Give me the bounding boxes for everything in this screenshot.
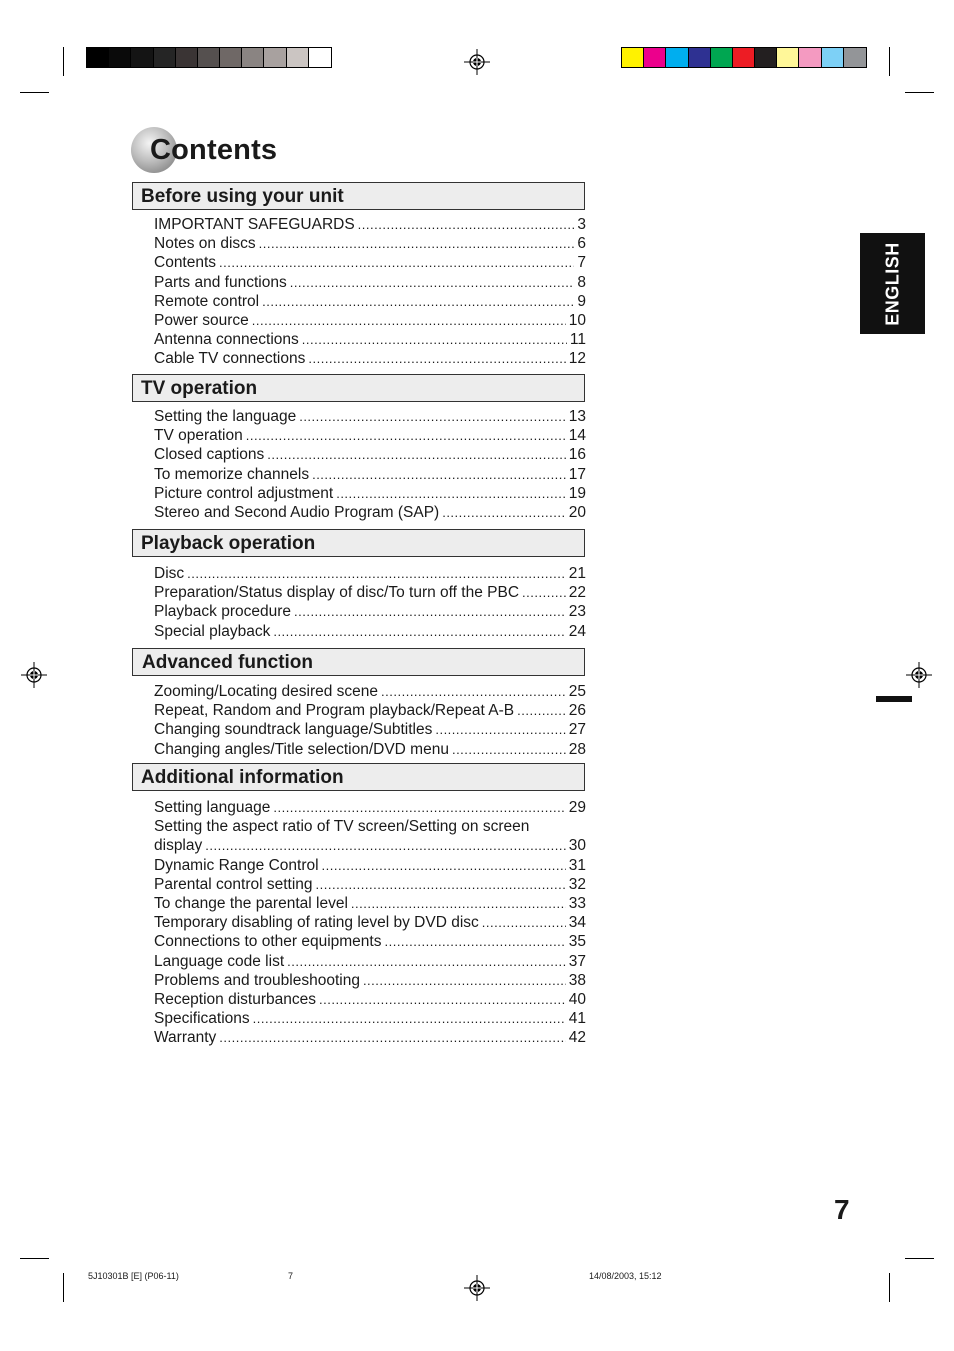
calibration-swatch [711, 48, 733, 67]
toc-leader-dots [253, 1009, 566, 1028]
toc-entry-page: 23 [568, 603, 586, 621]
crop-mark [889, 1273, 890, 1302]
toc-leader-dots [302, 330, 567, 349]
toc-entry-title: Setting the aspect ratio of TV screen/Setting on screen [154, 818, 530, 836]
toc-entry-title: Parental control setting [154, 875, 313, 893]
toc-entry-title: Remote control [154, 292, 260, 310]
toc-entry [154, 701, 586, 720]
registration-mark-icon [21, 662, 47, 688]
calibration-swatch [777, 48, 799, 67]
toc-entry-page: 14 [568, 427, 586, 445]
toc-entry [154, 445, 586, 464]
toc-entry-title: Warranty [154, 1029, 217, 1047]
toc-entry-page: 29 [568, 799, 586, 816]
toc-entry-page: 11 [569, 331, 586, 349]
toc-leader-dots [517, 701, 566, 720]
toc-entry-page: 21 [568, 565, 586, 582]
toc-entry-page: 10 [568, 311, 586, 329]
calibration-swatch [287, 48, 309, 67]
toc-leader-dots [381, 682, 566, 701]
toc-entry [154, 990, 586, 1009]
page-number: 7 [834, 1194, 850, 1225]
toc-entry-title: Changing angles/Title selection/DVD menu [154, 740, 449, 758]
toc-entry-page: 30 [568, 837, 586, 855]
toc-entry-title: Playback procedure [154, 603, 291, 621]
toc-entry-title: Repeat, Random and Program playback/Repeat A-B [154, 702, 515, 720]
toc-entry-page: 37 [568, 952, 586, 970]
toc-entry [154, 894, 586, 913]
registration-mark-icon [906, 662, 932, 688]
toc-entry-title: Language code list [154, 952, 285, 970]
toc-entry [154, 292, 586, 311]
toc-leader-dots [273, 798, 565, 817]
calibration-swatch [822, 48, 844, 67]
toc-entry-page: 28 [568, 740, 586, 758]
toc-leader-dots [187, 564, 566, 583]
section-heading-advanced-function: Advanced function [132, 648, 585, 676]
toc-entry-page: 12 [568, 350, 586, 368]
calibration-swatch [131, 48, 153, 67]
calibration-swatch [154, 48, 176, 67]
calibration-swatch [644, 48, 666, 67]
toc-entry-page: 35 [568, 933, 586, 951]
calibration-swatch [622, 48, 644, 67]
toc-entry-title: Special playback [154, 622, 271, 640]
toc-entry-title: Specifications [154, 1010, 250, 1028]
toc-entry-title: Cable TV connections [154, 350, 306, 368]
toc-entry-page: 16 [568, 446, 586, 464]
language-tab: ENGLISH [860, 233, 925, 334]
toc-list-tv-operation [154, 407, 586, 522]
toc-leader-dots [312, 465, 566, 484]
toc-entry [154, 1009, 586, 1028]
toc-entry-page: 7 [577, 254, 586, 272]
grayscale-calibration-bar [86, 47, 332, 68]
toc-leader-dots [246, 426, 566, 445]
calibration-swatch [733, 48, 755, 67]
toc-leader-dots [219, 1028, 565, 1047]
toc-entry-page: 3 [577, 216, 586, 233]
toc-entry [154, 682, 586, 701]
toc-entry-title: TV operation [154, 427, 243, 445]
toc-entry-page [583, 817, 586, 836]
toc-list-before-using [154, 215, 586, 369]
toc-leader-dots [358, 215, 575, 234]
calibration-swatch [264, 48, 286, 67]
calibration-swatch [176, 48, 198, 67]
crop-mark [63, 1273, 64, 1302]
toc-entry-title: Notes on discs [154, 235, 256, 253]
toc-entry-page: 13 [568, 408, 586, 425]
toc-entry [154, 234, 586, 253]
toc-entry [154, 583, 586, 602]
toc-entry [154, 349, 586, 368]
toc-entry [154, 971, 586, 990]
calibration-swatch [87, 48, 109, 67]
toc-entry [154, 407, 586, 426]
toc-entry [154, 856, 586, 875]
toc-entry-title: Connections to other equipments [154, 933, 382, 951]
section-heading-playback-operation: Playback operation [132, 529, 585, 557]
page-title: Contents [150, 134, 278, 166]
crop-mark [905, 1258, 934, 1259]
color-calibration-bar [621, 47, 867, 68]
toc-leader-dots [299, 407, 566, 426]
toc-list-playback-operation [154, 564, 586, 641]
toc-entry [154, 720, 586, 739]
calibration-swatch [309, 48, 331, 67]
calibration-swatch [689, 48, 711, 67]
toc-entry [154, 836, 586, 855]
toc-entry-page: 33 [568, 894, 586, 912]
crop-mark [20, 1258, 49, 1259]
toc-entry-title: Closed captions [154, 446, 265, 464]
toc-entry-title: To memorize channels [154, 465, 310, 483]
toc-entry-page: 40 [568, 990, 586, 1008]
toc-entry-page: 26 [568, 702, 586, 720]
toc-entry [154, 913, 586, 932]
toc-entry-title: Setting the language [154, 408, 297, 425]
toc-entry-page: 41 [568, 1010, 586, 1028]
toc-entry-title: Antenna connections [154, 331, 299, 349]
toc-entry-title: Picture control adjustment [154, 484, 334, 502]
toc-leader-dots [442, 503, 566, 522]
toc-entry [154, 215, 586, 234]
toc-entry-page: 34 [568, 914, 586, 932]
toc-entry [154, 932, 586, 951]
toc-entry [154, 1028, 586, 1047]
calibration-swatch [755, 48, 777, 67]
toc-leader-dots [482, 913, 566, 932]
toc-entry-title: Disc [154, 565, 185, 582]
toc-entry-title: Changing soundtrack language/Subtitles [154, 721, 433, 739]
toc-leader-dots [205, 836, 566, 855]
toc-leader-dots [287, 952, 566, 971]
toc-entry-title: Preparation/Status display of disc/To turn off the PBC [154, 584, 520, 602]
toc-entry [154, 330, 586, 349]
toc-entry-page: 8 [577, 273, 586, 291]
registration-mark-icon [464, 49, 490, 75]
toc-entry-title: Setting language [154, 799, 271, 816]
toc-leader-dots [522, 583, 566, 602]
toc-leader-dots [435, 720, 565, 739]
toc-list-advanced-function [154, 682, 586, 759]
toc-entry-page: 17 [568, 465, 586, 483]
toc-leader-dots [259, 234, 575, 253]
toc-entry-title: Contents [154, 254, 217, 272]
toc-entry-page: 31 [568, 856, 586, 874]
crop-mark [20, 92, 49, 93]
toc-entry-page: 32 [568, 875, 586, 893]
toc-entry [154, 465, 586, 484]
toc-entry-page: 42 [568, 1029, 586, 1047]
toc-entry-page: 22 [568, 584, 586, 602]
calibration-swatch [666, 48, 688, 67]
toc-entry [154, 875, 586, 894]
toc-leader-dots [452, 740, 566, 759]
crop-mark [63, 47, 64, 76]
crop-mark [905, 92, 934, 93]
toc-entry-title: IMPORTANT SAFEGUARDS [154, 216, 355, 233]
calibration-swatch [844, 48, 866, 67]
toc-entry [154, 426, 586, 445]
toc-leader-dots [273, 622, 565, 641]
crop-mark [889, 47, 890, 76]
calibration-swatch [220, 48, 242, 67]
toc-leader-dots [316, 875, 566, 894]
toc-leader-dots [219, 253, 574, 272]
toc-leader-dots [319, 990, 566, 1009]
calibration-swatch [198, 48, 220, 67]
toc-leader-dots [252, 311, 566, 330]
toc-entry [154, 253, 586, 272]
toc-entry [154, 564, 586, 583]
registration-mark-icon [464, 1275, 490, 1301]
toc-entry-title: Stereo and Second Audio Program (SAP) [154, 503, 440, 521]
toc-entry [154, 503, 586, 522]
toc-entry-page: 20 [568, 503, 586, 521]
toc-entry-title: To change the parental level [154, 894, 348, 912]
toc-leader-dots [363, 971, 566, 990]
toc-leader-dots [322, 856, 566, 875]
toc-entry-page: 6 [577, 235, 586, 253]
toc-entry-title: Reception disturbances [154, 990, 316, 1008]
toc-leader-dots [384, 932, 565, 951]
toc-entry-page: 38 [568, 971, 586, 989]
footer-code: 5J10301B [E] (P06-11) [88, 1271, 179, 1281]
section-heading-additional-information: Additional information [132, 763, 585, 791]
calibration-swatch [242, 48, 264, 67]
footer-timestamp: 14/08/2003, 15:12 [589, 1271, 662, 1281]
toc-entry-title: Zooming/Locating desired scene [154, 683, 379, 700]
toc-entry [154, 602, 586, 621]
toc-list-additional-information [154, 798, 586, 1047]
toc-leader-dots [532, 817, 583, 836]
toc-entry-title: Power source [154, 311, 249, 329]
section-heading-tv-operation: TV operation [132, 374, 585, 402]
toc-entry [154, 311, 586, 330]
toc-entry-page: 24 [568, 622, 586, 640]
toc-entry [154, 798, 586, 817]
toc-leader-dots [351, 894, 566, 913]
toc-entry-page: 19 [568, 484, 586, 502]
toc-entry-title: Dynamic Range Control [154, 856, 319, 874]
toc-leader-dots [262, 292, 574, 311]
footer-page: 7 [288, 1271, 294, 1281]
calibration-swatch [109, 48, 131, 67]
toc-leader-dots [267, 445, 565, 464]
toc-leader-dots [308, 349, 565, 368]
toc-leader-dots [336, 484, 566, 503]
toc-entry [154, 952, 586, 971]
toc-entry-page: 9 [577, 292, 586, 310]
toc-entry-title: Temporary disabling of rating level by DVD disc [154, 914, 479, 932]
toc-leader-dots [290, 273, 575, 292]
toc-leader-dots [294, 602, 566, 621]
toc-entry-title: Parts and functions [154, 273, 287, 291]
toc-entry [154, 484, 586, 503]
toc-entry-page: 27 [568, 721, 586, 739]
section-heading-before-using: Before using your unit [132, 182, 585, 210]
toc-entry-page: 25 [568, 683, 586, 700]
toc-entry [154, 817, 586, 836]
toc-entry-title: display [154, 837, 203, 855]
calibration-swatch [799, 48, 821, 67]
section-marker [876, 696, 912, 702]
toc-entry-title: Problems and troubleshooting [154, 971, 360, 989]
toc-entry [154, 740, 586, 759]
toc-entry [154, 273, 586, 292]
toc-entry [154, 622, 586, 641]
